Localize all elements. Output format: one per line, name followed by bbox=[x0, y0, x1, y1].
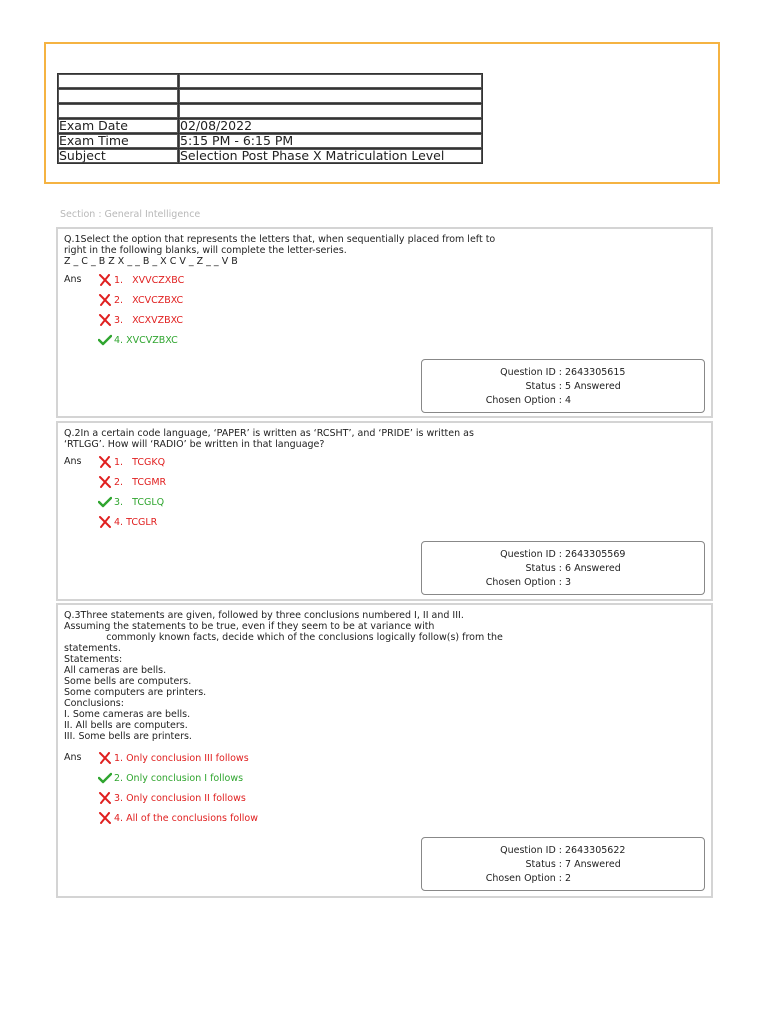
question-id-label: Question ID : bbox=[500, 549, 562, 560]
exam-info-row bbox=[58, 89, 483, 104]
check-icon bbox=[98, 334, 112, 346]
question-text: Q.2In a certain code language, ‘PAPER’ is written as ‘RCSHT’, and ‘PRIDE’ is written as ‘RTLGG’. How will ‘RADIO’ be written in that language? bbox=[64, 428, 474, 450]
exam-info-label: Exam Date bbox=[58, 119, 179, 134]
exam-info-value bbox=[179, 74, 483, 89]
question-text: Q.3Three statements are given, followed by three conclusions numbered I, II and III. Assuming the statements to be true, even if they seem to be at variance with commonly known facts, decide which of the conclusions logically follow(s) from the statements. Statements: All cameras are bells. Some bells are computers. Some computers are printers. Conclusions: I. Some cameras are bells. II. All bells are computers. III. Some bells are printers. bbox=[64, 610, 503, 742]
exam-info-row bbox=[58, 134, 483, 149]
cross-icon bbox=[98, 752, 112, 764]
answer-option bbox=[98, 772, 243, 784]
exam-info-value: 5:15 PM - 6:15 PM bbox=[179, 134, 483, 149]
exam-info-row bbox=[58, 119, 483, 134]
ans-label: Ans bbox=[64, 752, 82, 763]
chosen-option-value: 4 bbox=[565, 395, 572, 406]
answer-option-label: 2. TCGMR bbox=[114, 476, 167, 488]
chosen-option-value: 2 bbox=[565, 873, 572, 884]
answer-option-label: 1. XVVCZXBC bbox=[114, 274, 185, 286]
check-icon bbox=[98, 772, 112, 784]
chosen-option-label: Chosen Option : bbox=[485, 395, 562, 406]
answer-option bbox=[98, 792, 246, 804]
question-card bbox=[56, 603, 713, 898]
exam-info-label bbox=[58, 104, 179, 119]
answer-option-label: 2. Only conclusion I follows bbox=[114, 772, 244, 784]
exam-info-value bbox=[179, 89, 483, 104]
section-title: Section : General Intelligence bbox=[60, 209, 201, 220]
question-meta bbox=[421, 837, 705, 891]
chosen-option-label: Chosen Option : bbox=[485, 577, 562, 588]
answer-option bbox=[98, 496, 164, 508]
cross-icon bbox=[98, 812, 112, 824]
exam-info-value: Selection Post Phase X Matriculation Level bbox=[179, 149, 483, 164]
chosen-option-value: 3 bbox=[565, 577, 572, 588]
status-label: Status : bbox=[525, 381, 562, 392]
answer-option bbox=[98, 752, 249, 764]
exam-info-table bbox=[57, 73, 483, 164]
exam-info-label: Exam Time bbox=[58, 134, 179, 149]
answer-option bbox=[98, 516, 157, 528]
answer-option bbox=[98, 456, 165, 468]
cross-icon bbox=[98, 314, 112, 326]
exam-header-box bbox=[44, 42, 720, 184]
answer-option bbox=[98, 314, 183, 326]
question-id-value: 2643305615 bbox=[565, 367, 626, 378]
exam-info-label bbox=[58, 74, 179, 89]
question-id-label: Question ID : bbox=[500, 845, 562, 856]
answer-option bbox=[98, 334, 178, 346]
question-card bbox=[56, 227, 713, 418]
question-meta bbox=[421, 359, 705, 413]
answer-option-label: 3. XCXVZBXC bbox=[114, 314, 184, 326]
answer-option-label: 3. Only conclusion II follows bbox=[114, 792, 246, 804]
cross-icon bbox=[98, 456, 112, 468]
question-meta bbox=[421, 541, 705, 595]
answer-option bbox=[98, 476, 166, 488]
answer-option bbox=[98, 812, 258, 824]
question-id-value: 2643305622 bbox=[565, 845, 626, 856]
ans-label: Ans bbox=[64, 456, 82, 467]
status-value: 7 Answered bbox=[565, 859, 621, 870]
exam-info-row bbox=[58, 74, 483, 89]
question-text: Q.1Select the option that represents the letters that, when sequentially placed from left to right in the following blanks, will complete the letter-series. Z _ C _ B Z X _ _ B _ X C V _ Z _ _ V B bbox=[64, 234, 496, 267]
answer-option-label: 4. TCGLR bbox=[114, 516, 158, 528]
cross-icon bbox=[98, 274, 112, 286]
question-id-value: 2643305569 bbox=[565, 549, 626, 560]
cross-icon bbox=[98, 294, 112, 306]
exam-info-row bbox=[58, 149, 483, 164]
answer-option-label: 4. All of the conclusions follow bbox=[114, 812, 259, 824]
status-label: Status : bbox=[525, 563, 562, 574]
answer-option-label: 3. TCGLQ bbox=[114, 496, 165, 508]
answer-option bbox=[98, 274, 184, 286]
cross-icon bbox=[98, 516, 112, 528]
chosen-option-label: Chosen Option : bbox=[485, 873, 562, 884]
answer-option bbox=[98, 294, 183, 306]
ans-label: Ans bbox=[64, 274, 82, 285]
exam-info-value bbox=[179, 104, 483, 119]
answer-option-label: 2. XCVCZBXC bbox=[114, 294, 184, 306]
status-value: 6 Answered bbox=[565, 563, 621, 574]
check-icon bbox=[98, 496, 112, 508]
status-value: 5 Answered bbox=[565, 381, 621, 392]
exam-info-label bbox=[58, 89, 179, 104]
answer-option-label: 1. Only conclusion III follows bbox=[114, 752, 249, 764]
answer-option-label: 1. TCGKQ bbox=[114, 456, 166, 468]
cross-icon bbox=[98, 476, 112, 488]
exam-info-value: 02/08/2022 bbox=[179, 119, 483, 134]
status-label: Status : bbox=[525, 859, 562, 870]
question-id-label: Question ID : bbox=[500, 367, 562, 378]
cross-icon bbox=[98, 792, 112, 804]
exam-info-row bbox=[58, 104, 483, 119]
question-card bbox=[56, 421, 713, 601]
exam-info-label: Subject bbox=[58, 149, 179, 164]
answer-option-label: 4. XVCVZBXC bbox=[114, 334, 178, 346]
